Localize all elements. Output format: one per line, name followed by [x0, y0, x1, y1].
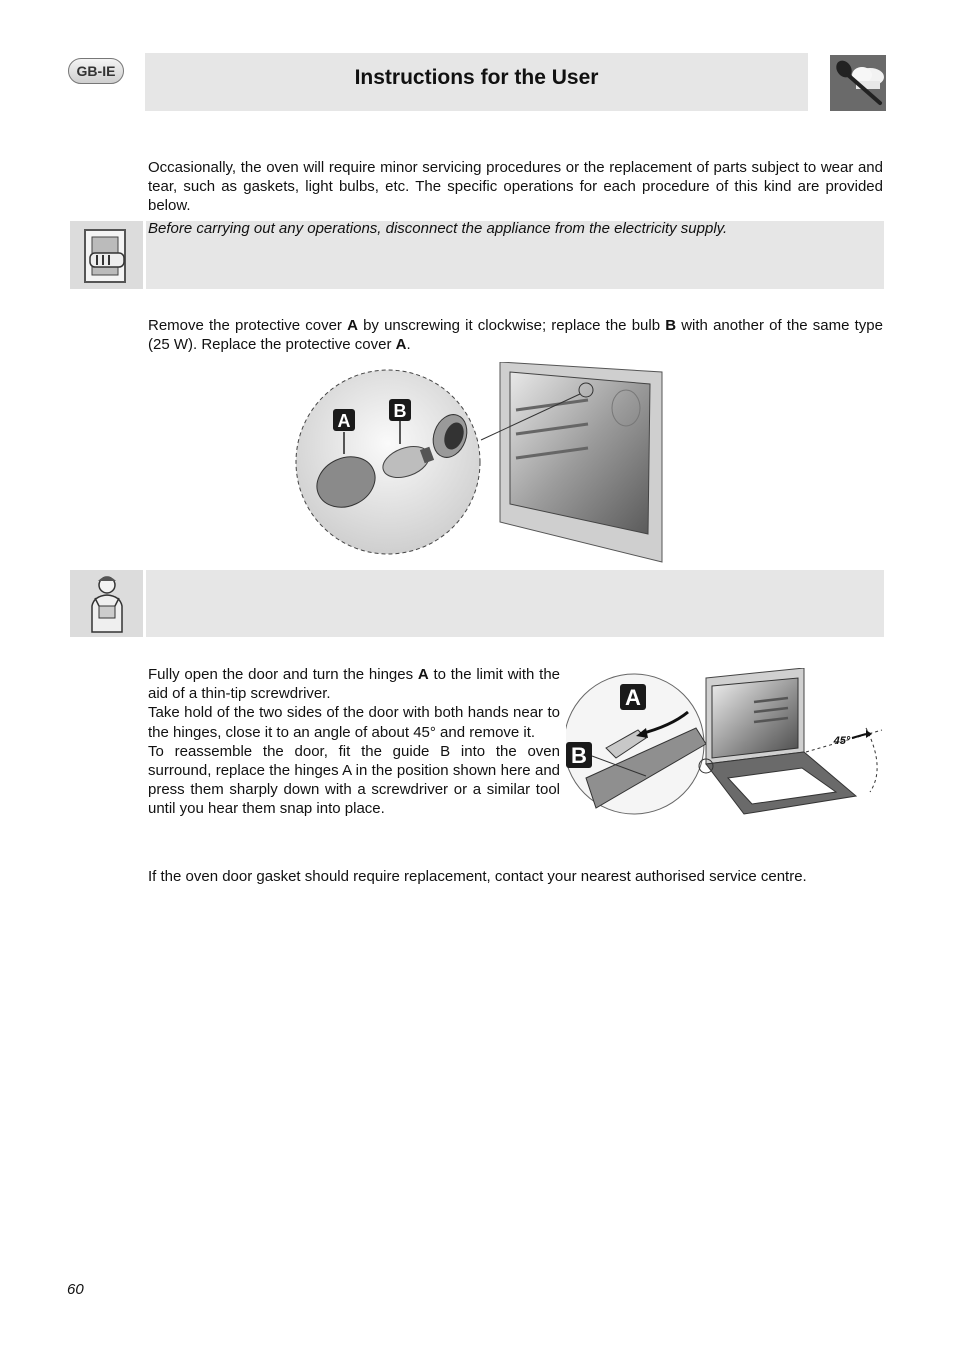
chef-hat-spoon-icon [830, 55, 886, 111]
door-angle-label: 45° [833, 735, 851, 747]
technician-icon [70, 570, 143, 637]
door-step-1: Fully open the door and turn the hinges A to the limit with the aid of a thin-tip screwdriver. [148, 666, 561, 703]
bulb-figure-label-a: A [337, 411, 351, 431]
page-title: Instructions for the User [354, 66, 599, 89]
intro-paragraph: Occasionally, the oven will require minor servicing procedures or the replacement of parts subject to wear and tear, such as gaskets, light bulbs, etc. The specific operations for each procedure of this kind are provided below. [148, 159, 883, 215]
warning-icon-box [70, 221, 143, 289]
bulb-replacement-figure [288, 362, 668, 564]
door-removal-figure [566, 668, 886, 818]
language-badge: GB-IE [68, 58, 124, 84]
door-step-3: To reassemble the door, fit the guide B into the oven surround, replace the hinges A in the position shown here and press them sharply down with a screwdriver or a similar tool until you hear them snap into place. [148, 742, 560, 818]
bulb-figure-label-b: B [393, 401, 407, 421]
technician-notice-bar [146, 570, 884, 637]
page-number: 60 [67, 1281, 84, 1298]
bulb-paragraph: Remove the protective cover A by unscrewing it clockwise; replace the bulb B with another of the same type (25 W). Replace the protective cover A. [148, 317, 883, 354]
door-instructions [148, 665, 560, 819]
door-figure-label-b: B [571, 743, 587, 768]
gasket-paragraph: If the oven door gasket should require replacement, contact your nearest authorised service centre. [148, 868, 807, 885]
warning-text: Before carrying out any operations, disconnect the appliance from the electricity supply. [148, 220, 728, 237]
technician-icon-box [70, 570, 143, 637]
door-step-2: Take hold of the two sides of the door with both hands near to the hinges, close it to an angle of about 45° and remove it. [148, 704, 560, 741]
socket-plug-icon [70, 221, 143, 289]
door-figure-label-a: A [625, 685, 641, 710]
